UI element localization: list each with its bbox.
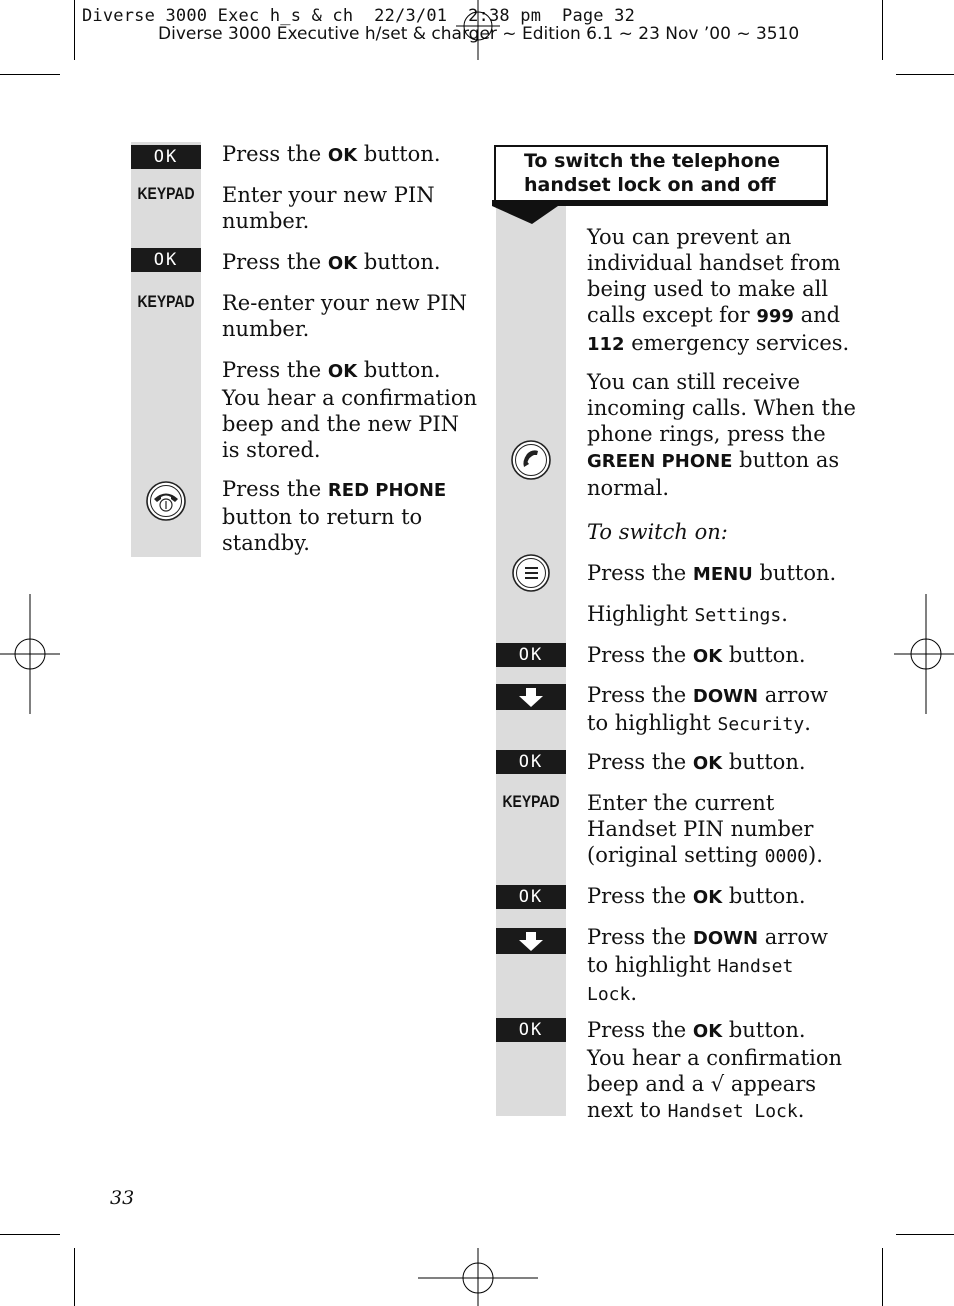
receive-paragraph: You can still receive incoming calls. When the phone rings, press the GREEN PHONE button as normal.	[587, 370, 856, 500]
registration-mark	[0, 594, 60, 714]
crop-mark	[74, 0, 75, 60]
down-arrow-icon	[496, 684, 566, 710]
red-phone-icon	[131, 480, 201, 526]
step-press-ok: Press the OK button.	[587, 750, 806, 774]
menu-button-icon	[496, 553, 566, 597]
ok-key-label: OK	[496, 885, 566, 909]
ok-key-label: OK	[131, 145, 201, 169]
registration-mark	[438, 0, 518, 60]
step-down-to-handset-lock: Press the DOWN arrow to highlight Handset Lock.	[587, 925, 828, 1005]
crop-mark	[896, 74, 954, 75]
subheading-switch-on: To switch on:	[587, 520, 728, 544]
keypad-key-label: KEYPAD	[137, 184, 195, 203]
step-press-red-phone: Press the RED PHONE button to return to standby.	[222, 477, 447, 555]
keypad-key-label: KEYPAD	[137, 292, 195, 311]
crop-mark	[882, 0, 883, 60]
crop-mark	[882, 1248, 883, 1306]
step-press-ok: Press the OK button.	[222, 250, 441, 274]
ok-key-label: OK	[496, 1018, 566, 1042]
green-phone-icon	[496, 439, 566, 485]
registration-mark	[894, 594, 954, 714]
keypad-key-label: KEYPAD	[502, 792, 560, 811]
step-press-ok: Press the OK button.	[587, 643, 806, 667]
step-press-ok-confirm: Press the OK button. You hear a confirmation beep and a √ appears next to Handset Lock.	[587, 1018, 842, 1122]
print-header-line: Diverse 3000 Exec h_s & ch 22/3/01 2:38 pm Page 32	[82, 6, 636, 26]
crop-mark	[896, 1234, 954, 1235]
crop-mark	[74, 1248, 75, 1306]
crop-mark	[0, 74, 60, 75]
step-highlight-settings: Highlight Settings.	[587, 602, 788, 626]
intro-paragraph: You can prevent an individual handset from being used to make all calls except for 999 and 112 emergency services.	[587, 225, 850, 355]
step-press-menu: Press the MENU button.	[587, 561, 837, 585]
crop-mark	[0, 1234, 60, 1235]
down-arrow-icon	[496, 928, 566, 954]
ok-key-label: OK	[496, 750, 566, 774]
step-press-ok-confirm: Press the OK button. You hear a confirmation beep and the new PIN is stored.	[222, 358, 477, 462]
step-reenter-pin: Re-enter your new PIN number.	[222, 291, 468, 341]
step-enter-current-pin: Enter the current Handset PIN number (original setting 0000).	[587, 791, 823, 867]
step-enter-new-pin: Enter your new PIN number.	[222, 183, 435, 233]
ok-key-label: OK	[496, 643, 566, 667]
step-press-ok: Press the OK button.	[587, 884, 806, 908]
print-header-subline: Diverse 3000 Executive h/set & charger ~ Edition 6.1 ~ 23 Nov ’00 ~ 3510	[158, 24, 800, 44]
step-down-to-security: Press the DOWN arrow to highlight Security.	[587, 683, 828, 735]
step-press-ok: Press the OK button.	[222, 142, 441, 166]
section-title: To switch the telephone handset lock on and off	[524, 150, 781, 196]
page-number: 33	[110, 1187, 135, 1209]
tick-mark: √	[710, 1072, 725, 1096]
registration-mark	[418, 1248, 538, 1306]
ok-key-label: OK	[131, 248, 201, 272]
